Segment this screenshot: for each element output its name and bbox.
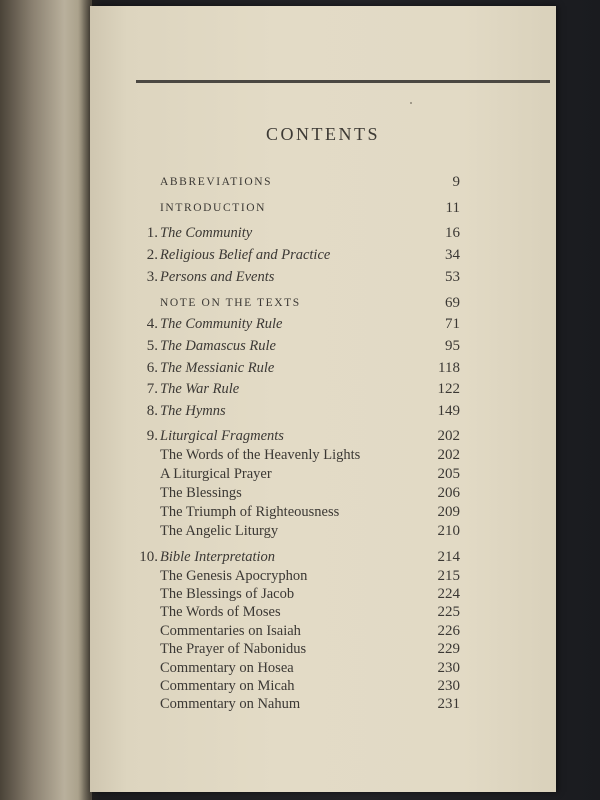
toc-entry-title: The Community Rule (160, 316, 283, 332)
toc-entry-page: 229 (437, 641, 460, 657)
toc-entry-page: 118 (438, 360, 460, 376)
toc-entry-page: 122 (437, 381, 460, 397)
toc-entry (90, 678, 556, 698)
toc-entry (90, 523, 556, 543)
toc-entry-title: The Prayer of Nabonidus (160, 641, 307, 657)
paper-speck (410, 102, 412, 104)
toc-entry (90, 485, 556, 505)
toc-entry-page: 205 (437, 466, 460, 482)
toc-entry-page: 16 (445, 225, 460, 241)
toc-entry-title: The Words of Moses (160, 604, 281, 620)
toc-entry-page: 224 (437, 586, 460, 602)
toc-entry-title: Commentary on Hosea (160, 660, 294, 676)
toc-entry-page: 215 (437, 568, 460, 584)
toc-entry-title: Bible Interpretation (160, 549, 276, 565)
toc-entry-page: 225 (437, 604, 460, 620)
toc-entry (90, 174, 556, 194)
toc-entry (90, 316, 556, 336)
toc-entry (90, 200, 556, 220)
toc-entry-page: 206 (437, 485, 460, 501)
toc-entry (90, 360, 556, 380)
toc-entry-title: The Community (160, 225, 253, 241)
toc-entry (90, 428, 556, 448)
toc-entry-title: The Messianic Rule (160, 360, 275, 376)
toc-entry-title: The Damascus Rule (160, 338, 276, 354)
toc-entry (90, 696, 556, 716)
toc-entry-title: A Liturgical Prayer (160, 466, 272, 482)
toc-entry-number: 1. (146, 225, 158, 241)
toc-entry-number: 6. (146, 360, 158, 376)
toc-entry (90, 403, 556, 423)
toc-entry-number: 3. (146, 269, 158, 285)
toc-entry-title: Commentary on Nahum (160, 696, 301, 712)
toc-entry-page: 71 (445, 316, 460, 332)
toc-entry-page: 149 (437, 403, 460, 419)
toc-entry-title: The Triumph of Righteousness (160, 504, 340, 520)
toc-entry (90, 338, 556, 358)
toc-entry (90, 641, 556, 661)
toc-entry-title: The Angelic Liturgy (160, 523, 279, 539)
toc-entry-number: 4. (146, 316, 158, 332)
toc-entry-title: The Blessings (160, 485, 242, 501)
toc-entry (90, 623, 556, 643)
toc-entry-title: The Words of the Heavenly Lights (160, 447, 361, 463)
toc-entry-page: 34 (445, 247, 460, 263)
toc-entry-title: INTRODUCTION (160, 202, 267, 214)
toc-entry-title: The Genesis Apocryphon (160, 568, 308, 584)
toc-entry-page: 53 (445, 269, 460, 285)
toc-entry-page: 214 (437, 549, 460, 565)
top-rule (136, 80, 550, 83)
toc-entry (90, 466, 556, 486)
toc-entry-title: Persons and Events (160, 269, 275, 285)
toc-entry-title: The Hymns (160, 403, 226, 419)
toc-entry-page: 11 (445, 200, 460, 216)
toc-entry-page: 210 (437, 523, 460, 539)
toc-entry (90, 568, 556, 588)
toc-entry-number: 5. (146, 338, 158, 354)
toc-entry-page: 69 (445, 295, 460, 311)
toc-entry (90, 225, 556, 245)
toc-entry-title: Commentaries on Isaiah (160, 623, 301, 639)
toc-entry-number: 10. (139, 549, 158, 565)
toc-entry-page: 230 (437, 678, 460, 694)
toc-entry-page: 95 (445, 338, 460, 354)
toc-entry-title: Commentary on Micah (160, 678, 295, 694)
toc-entry (90, 549, 556, 569)
toc-entry (90, 295, 556, 315)
toc-entry-title: ABBREVIATIONS (160, 176, 273, 188)
toc-entry-page: 209 (437, 504, 460, 520)
toc-entry (90, 381, 556, 401)
toc-entry-page: 202 (437, 428, 460, 444)
toc-entry (90, 247, 556, 267)
toc-entry-number: 2. (146, 247, 158, 263)
toc-entry-number: 7. (146, 381, 158, 397)
toc-entry-number: 8. (146, 403, 158, 419)
toc-entry-title: The Blessings of Jacob (160, 586, 295, 602)
contents-page (90, 6, 556, 792)
page-title: CONTENTS (266, 124, 380, 144)
toc-entry-page: 226 (437, 623, 460, 639)
toc-entry-title: NOTE ON THE TEXTS (160, 297, 301, 309)
toc-entry-title: The War Rule (160, 381, 240, 397)
toc-entry-page: 231 (437, 696, 460, 712)
toc-entry-title: Liturgical Fragments (160, 428, 284, 444)
toc-entry (90, 269, 556, 289)
toc-entry-number: 9. (146, 428, 158, 444)
toc-entry (90, 586, 556, 606)
toc-entry (90, 660, 556, 680)
toc-entry-page: 9 (452, 174, 460, 190)
toc-entry-title: Religious Belief and Practice (160, 247, 331, 263)
toc-entry (90, 447, 556, 467)
toc-entry-page: 202 (437, 447, 460, 463)
toc-entry (90, 504, 556, 524)
toc-entry-page: 230 (437, 660, 460, 676)
toc-entry (90, 604, 556, 624)
